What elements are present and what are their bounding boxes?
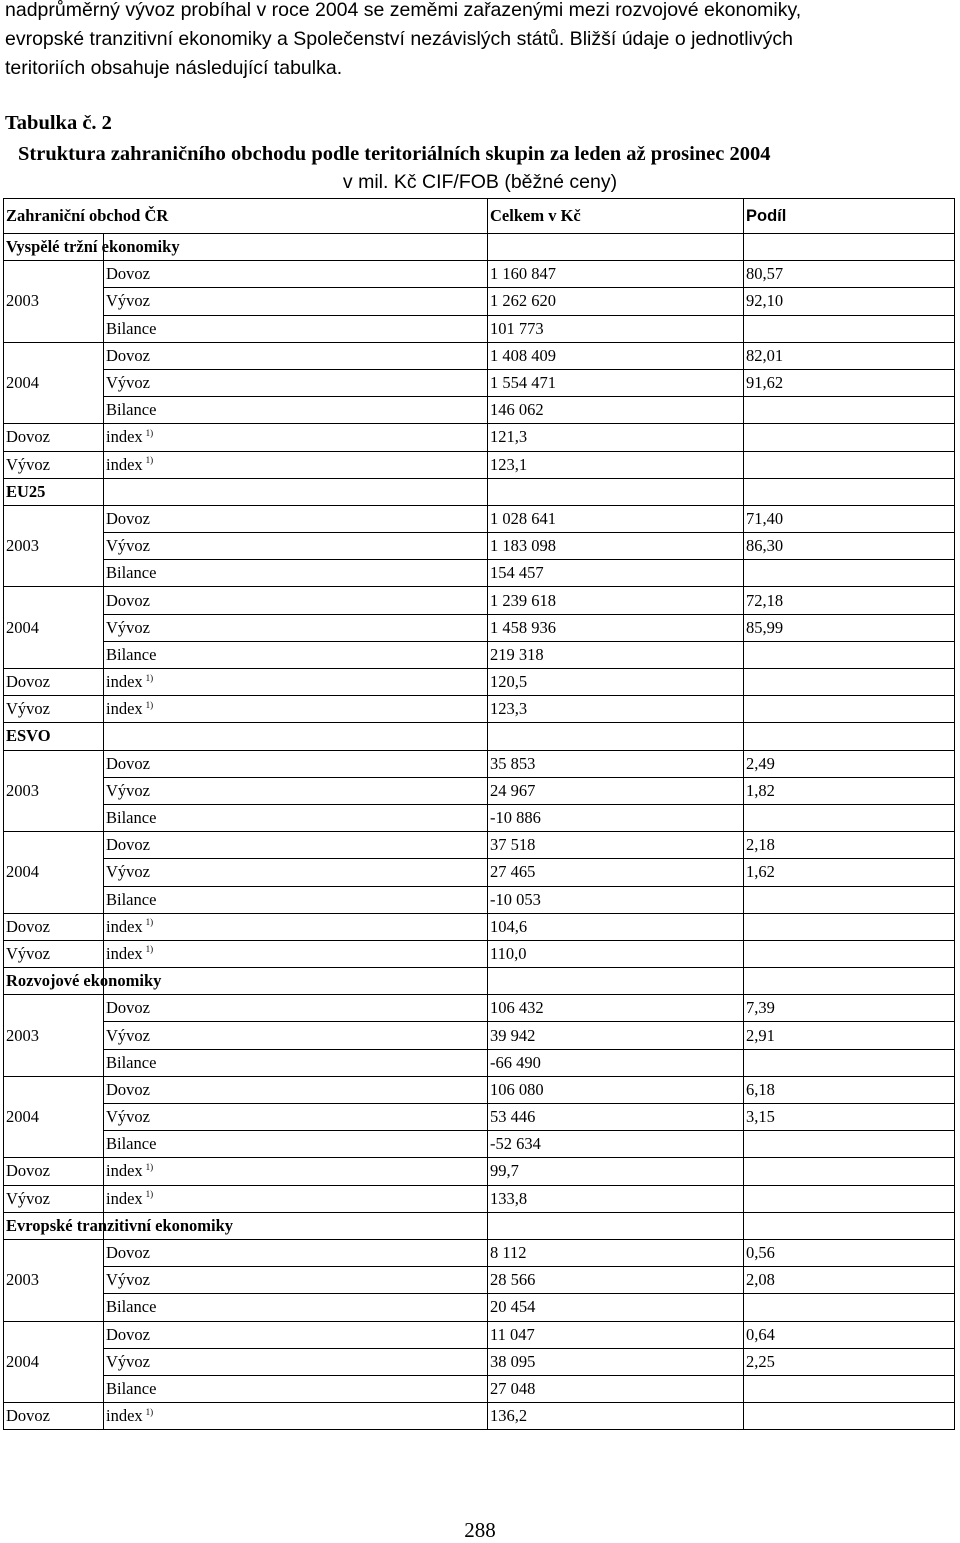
share-value: 2,91 xyxy=(744,1022,955,1049)
share-value: 82,01 xyxy=(744,342,955,369)
total-value: 1 408 409 xyxy=(488,342,744,369)
index-value: 110,0 xyxy=(488,940,744,967)
year-cell: 2003 xyxy=(4,995,104,1077)
share-value: 86,30 xyxy=(744,533,955,560)
total-value: 106 080 xyxy=(488,1076,744,1103)
empty-cell xyxy=(744,723,955,750)
year-cell: 2003 xyxy=(4,750,104,832)
flow-label: Vývoz xyxy=(104,1022,488,1049)
data-row xyxy=(4,1104,955,1131)
group-row xyxy=(4,723,955,750)
header-total: Celkem v Kč xyxy=(488,199,744,234)
total-value: 106 432 xyxy=(488,995,744,1022)
group-row xyxy=(4,968,955,995)
index-flow-label: Dovoz xyxy=(4,1158,104,1185)
empty-cell xyxy=(744,669,955,696)
flow-label: Bilance xyxy=(104,804,488,831)
data-row xyxy=(4,614,955,641)
share-value: 0,56 xyxy=(744,1239,955,1266)
data-row xyxy=(4,804,955,831)
index-row xyxy=(4,1185,955,1212)
total-value: 1 262 620 xyxy=(488,288,744,315)
flow-label: Bilance xyxy=(104,315,488,342)
intro-line: nadprůměrný vývoz probíhal v roce 2004 se zeměmi zařazenými mezi rozvojové ekonomiky, xyxy=(5,0,802,21)
share-value: 2,49 xyxy=(744,750,955,777)
page-number: 288 xyxy=(464,1518,496,1542)
index-text: index xyxy=(106,943,143,963)
year-cell: 2003 xyxy=(4,261,104,343)
flow-label: Bilance xyxy=(104,1294,488,1321)
index-row xyxy=(4,424,955,451)
empty-cell xyxy=(744,696,955,723)
share-value: 1,82 xyxy=(744,777,955,804)
index-label xyxy=(104,1403,488,1430)
data-row xyxy=(4,288,955,315)
data-row xyxy=(4,1321,955,1348)
data-row xyxy=(4,1076,955,1103)
flow-label: Vývoz xyxy=(104,614,488,641)
share-value: 2,08 xyxy=(744,1267,955,1294)
footnote-marker: 1) xyxy=(145,455,154,466)
data-row xyxy=(4,505,955,532)
index-row xyxy=(4,1158,955,1185)
flow-label: Bilance xyxy=(104,1131,488,1158)
index-label xyxy=(104,451,488,478)
index-text: index xyxy=(106,1161,143,1181)
flow-label: Dovoz xyxy=(104,587,488,614)
data-row xyxy=(4,1049,955,1076)
group-row xyxy=(4,234,955,261)
data-row xyxy=(4,397,955,424)
footnote-marker: 1) xyxy=(145,1406,154,1417)
empty-cell xyxy=(744,1185,955,1212)
group-name: EU25 xyxy=(4,478,104,505)
share-value xyxy=(744,560,955,587)
flow-label: Dovoz xyxy=(104,1239,488,1266)
flow-label: Vývoz xyxy=(104,1104,488,1131)
index-row xyxy=(4,451,955,478)
total-value: -10 053 xyxy=(488,886,744,913)
share-value xyxy=(744,397,955,424)
index-flow-label: Vývoz xyxy=(4,451,104,478)
footnote-marker: 1) xyxy=(145,699,154,710)
index-text: index xyxy=(106,454,143,474)
year-cell: 2004 xyxy=(4,832,104,914)
group-name: Vyspělé tržní ekonomiky xyxy=(4,234,104,261)
index-text: index xyxy=(106,699,143,719)
data-row xyxy=(4,1131,955,1158)
index-value: 136,2 xyxy=(488,1403,744,1430)
flow-label: Vývoz xyxy=(104,369,488,396)
share-value: 7,39 xyxy=(744,995,955,1022)
total-value: 20 454 xyxy=(488,1294,744,1321)
total-value: 28 566 xyxy=(488,1267,744,1294)
flow-label: Vývoz xyxy=(104,777,488,804)
total-value: 1 028 641 xyxy=(488,505,744,532)
empty-cell xyxy=(488,1212,744,1239)
data-row xyxy=(4,587,955,614)
total-value: 219 318 xyxy=(488,641,744,668)
intro-paragraph xyxy=(5,0,960,83)
empty-cell xyxy=(744,1403,955,1430)
intro-line: evropské tranzitivní ekonomiky a Společenství nezávislých států. Bližší údaje o jednotlivých xyxy=(5,28,793,50)
share-value xyxy=(744,1294,955,1321)
share-value: 2,25 xyxy=(744,1348,955,1375)
flow-label: Dovoz xyxy=(104,1076,488,1103)
share-value: 2,18 xyxy=(744,832,955,859)
flow-label: Dovoz xyxy=(104,750,488,777)
index-label xyxy=(104,669,488,696)
share-value: 92,10 xyxy=(744,288,955,315)
header-share: Podíl xyxy=(744,199,955,234)
index-value: 104,6 xyxy=(488,913,744,940)
flow-label: Dovoz xyxy=(104,995,488,1022)
table-units: v mil. Kč CIF/FOB (běžné ceny) xyxy=(342,171,618,193)
intro-line: teritoriích obsahuje následující tabulka. xyxy=(5,57,343,79)
flow-label: Vývoz xyxy=(104,1348,488,1375)
total-value: 35 853 xyxy=(488,750,744,777)
index-row xyxy=(4,696,955,723)
share-value xyxy=(744,1049,955,1076)
share-value: 3,15 xyxy=(744,1104,955,1131)
index-text: index xyxy=(106,1188,143,1208)
empty-cell xyxy=(744,1212,955,1239)
total-value: 24 967 xyxy=(488,777,744,804)
year-cell: 2004 xyxy=(4,1321,104,1403)
data-row xyxy=(4,750,955,777)
footnote-marker: 1) xyxy=(145,672,154,683)
index-value: 121,3 xyxy=(488,424,744,451)
flow-label: Bilance xyxy=(104,397,488,424)
header-row xyxy=(4,199,955,234)
share-value: 6,18 xyxy=(744,1076,955,1103)
data-row xyxy=(4,1348,955,1375)
empty-cell xyxy=(488,968,744,995)
share-value xyxy=(744,641,955,668)
total-value: 1 554 471 xyxy=(488,369,744,396)
flow-label: Dovoz xyxy=(104,505,488,532)
empty-cell xyxy=(744,940,955,967)
share-value xyxy=(744,886,955,913)
empty-cell xyxy=(104,478,488,505)
data-row xyxy=(4,1375,955,1402)
data-row xyxy=(4,859,955,886)
flow-label: Dovoz xyxy=(104,832,488,859)
empty-cell xyxy=(744,424,955,451)
share-value xyxy=(744,1375,955,1402)
index-value: 133,8 xyxy=(488,1185,744,1212)
index-row xyxy=(4,940,955,967)
data-row xyxy=(4,261,955,288)
index-row xyxy=(4,913,955,940)
empty-cell xyxy=(744,478,955,505)
index-flow-label: Dovoz xyxy=(4,1403,104,1430)
group-name: Evropské tranzitivní ekonomiky xyxy=(4,1212,104,1239)
total-value: 38 095 xyxy=(488,1348,744,1375)
total-value: 37 518 xyxy=(488,832,744,859)
index-label xyxy=(104,1158,488,1185)
trade-table-body xyxy=(4,199,955,1430)
total-value: 27 048 xyxy=(488,1375,744,1402)
share-value xyxy=(744,315,955,342)
total-value: -10 886 xyxy=(488,804,744,831)
total-value: 11 047 xyxy=(488,1321,744,1348)
flow-label: Dovoz xyxy=(104,342,488,369)
total-value: -66 490 xyxy=(488,1049,744,1076)
flow-label: Vývoz xyxy=(104,1267,488,1294)
index-flow-label: Vývoz xyxy=(4,1185,104,1212)
group-name: ESVO xyxy=(4,723,104,750)
total-value: 154 457 xyxy=(488,560,744,587)
total-value: 1 183 098 xyxy=(488,533,744,560)
share-value: 80,57 xyxy=(744,261,955,288)
flow-label: Vývoz xyxy=(104,533,488,560)
table-title: Struktura zahraničního obchodu podle teritoriálních skupin za leden až prosinec 2004 xyxy=(18,143,771,165)
total-value: 1 160 847 xyxy=(488,261,744,288)
empty-cell xyxy=(744,1158,955,1185)
data-row xyxy=(4,777,955,804)
header-trade: Zahraniční obchod ČR xyxy=(4,199,488,234)
flow-label: Bilance xyxy=(104,886,488,913)
index-text: index xyxy=(106,672,143,692)
data-row xyxy=(4,342,955,369)
flow-label: Bilance xyxy=(104,1375,488,1402)
index-label xyxy=(104,913,488,940)
total-value: 1 458 936 xyxy=(488,614,744,641)
flow-label: Dovoz xyxy=(104,1321,488,1348)
index-row xyxy=(4,1403,955,1430)
empty-cell xyxy=(104,723,488,750)
index-label xyxy=(104,1185,488,1212)
year-cell: 2004 xyxy=(4,587,104,669)
empty-cell xyxy=(744,451,955,478)
index-flow-label: Vývoz xyxy=(4,940,104,967)
total-value: 39 942 xyxy=(488,1022,744,1049)
data-row xyxy=(4,560,955,587)
data-row xyxy=(4,1022,955,1049)
flow-label: Vývoz xyxy=(104,859,488,886)
index-value: 120,5 xyxy=(488,669,744,696)
index-flow-label: Dovoz xyxy=(4,913,104,940)
share-value: 71,40 xyxy=(744,505,955,532)
data-row xyxy=(4,886,955,913)
index-value: 99,7 xyxy=(488,1158,744,1185)
index-text: index xyxy=(106,1406,143,1426)
group-row xyxy=(4,478,955,505)
flow-label: Bilance xyxy=(104,560,488,587)
trade-table xyxy=(3,198,955,1430)
data-row xyxy=(4,1294,955,1321)
group-row xyxy=(4,1212,955,1239)
share-value: 72,18 xyxy=(744,587,955,614)
empty-cell xyxy=(488,478,744,505)
group-name: Rozvojové ekonomiky xyxy=(4,968,104,995)
index-flow-label: Dovoz xyxy=(4,669,104,696)
data-row xyxy=(4,995,955,1022)
year-cell: 2004 xyxy=(4,342,104,424)
total-value: 53 446 xyxy=(488,1104,744,1131)
data-row xyxy=(4,832,955,859)
index-label xyxy=(104,696,488,723)
empty-cell xyxy=(744,968,955,995)
flow-label: Vývoz xyxy=(104,288,488,315)
index-row xyxy=(4,669,955,696)
data-row xyxy=(4,1267,955,1294)
data-row xyxy=(4,533,955,560)
share-value: 85,99 xyxy=(744,614,955,641)
index-flow-label: Vývoz xyxy=(4,696,104,723)
empty-cell xyxy=(488,723,744,750)
empty-cell xyxy=(744,913,955,940)
footnote-marker: 1) xyxy=(145,1189,154,1200)
year-cell: 2003 xyxy=(4,1239,104,1321)
index-text: index xyxy=(106,916,143,936)
share-value: 1,62 xyxy=(744,859,955,886)
share-value xyxy=(744,1131,955,1158)
index-label xyxy=(104,940,488,967)
index-value: 123,3 xyxy=(488,696,744,723)
index-flow-label: Dovoz xyxy=(4,424,104,451)
data-row xyxy=(4,1239,955,1266)
data-row xyxy=(4,641,955,668)
share-value xyxy=(744,804,955,831)
empty-cell xyxy=(104,968,488,995)
footnote-marker: 1) xyxy=(145,1161,154,1172)
empty-cell xyxy=(488,234,744,261)
flow-label: Dovoz xyxy=(104,261,488,288)
year-cell: 2003 xyxy=(4,505,104,587)
data-row xyxy=(4,369,955,396)
share-value: 91,62 xyxy=(744,369,955,396)
index-value: 123,1 xyxy=(488,451,744,478)
footnote-marker: 1) xyxy=(145,427,154,438)
data-row xyxy=(4,315,955,342)
total-value: 27 465 xyxy=(488,859,744,886)
total-value: 8 112 xyxy=(488,1239,744,1266)
total-value: 1 239 618 xyxy=(488,587,744,614)
footnote-marker: 1) xyxy=(145,917,154,928)
year-cell: 2004 xyxy=(4,1076,104,1158)
total-value: -52 634 xyxy=(488,1131,744,1158)
share-value: 0,64 xyxy=(744,1321,955,1348)
total-value: 101 773 xyxy=(488,315,744,342)
flow-label: Bilance xyxy=(104,1049,488,1076)
total-value: 146 062 xyxy=(488,397,744,424)
index-text: index xyxy=(106,427,143,447)
empty-cell xyxy=(744,234,955,261)
index-label xyxy=(104,424,488,451)
flow-label: Bilance xyxy=(104,641,488,668)
table-label: Tabulka č. 2 xyxy=(5,112,112,134)
footnote-marker: 1) xyxy=(145,944,154,955)
